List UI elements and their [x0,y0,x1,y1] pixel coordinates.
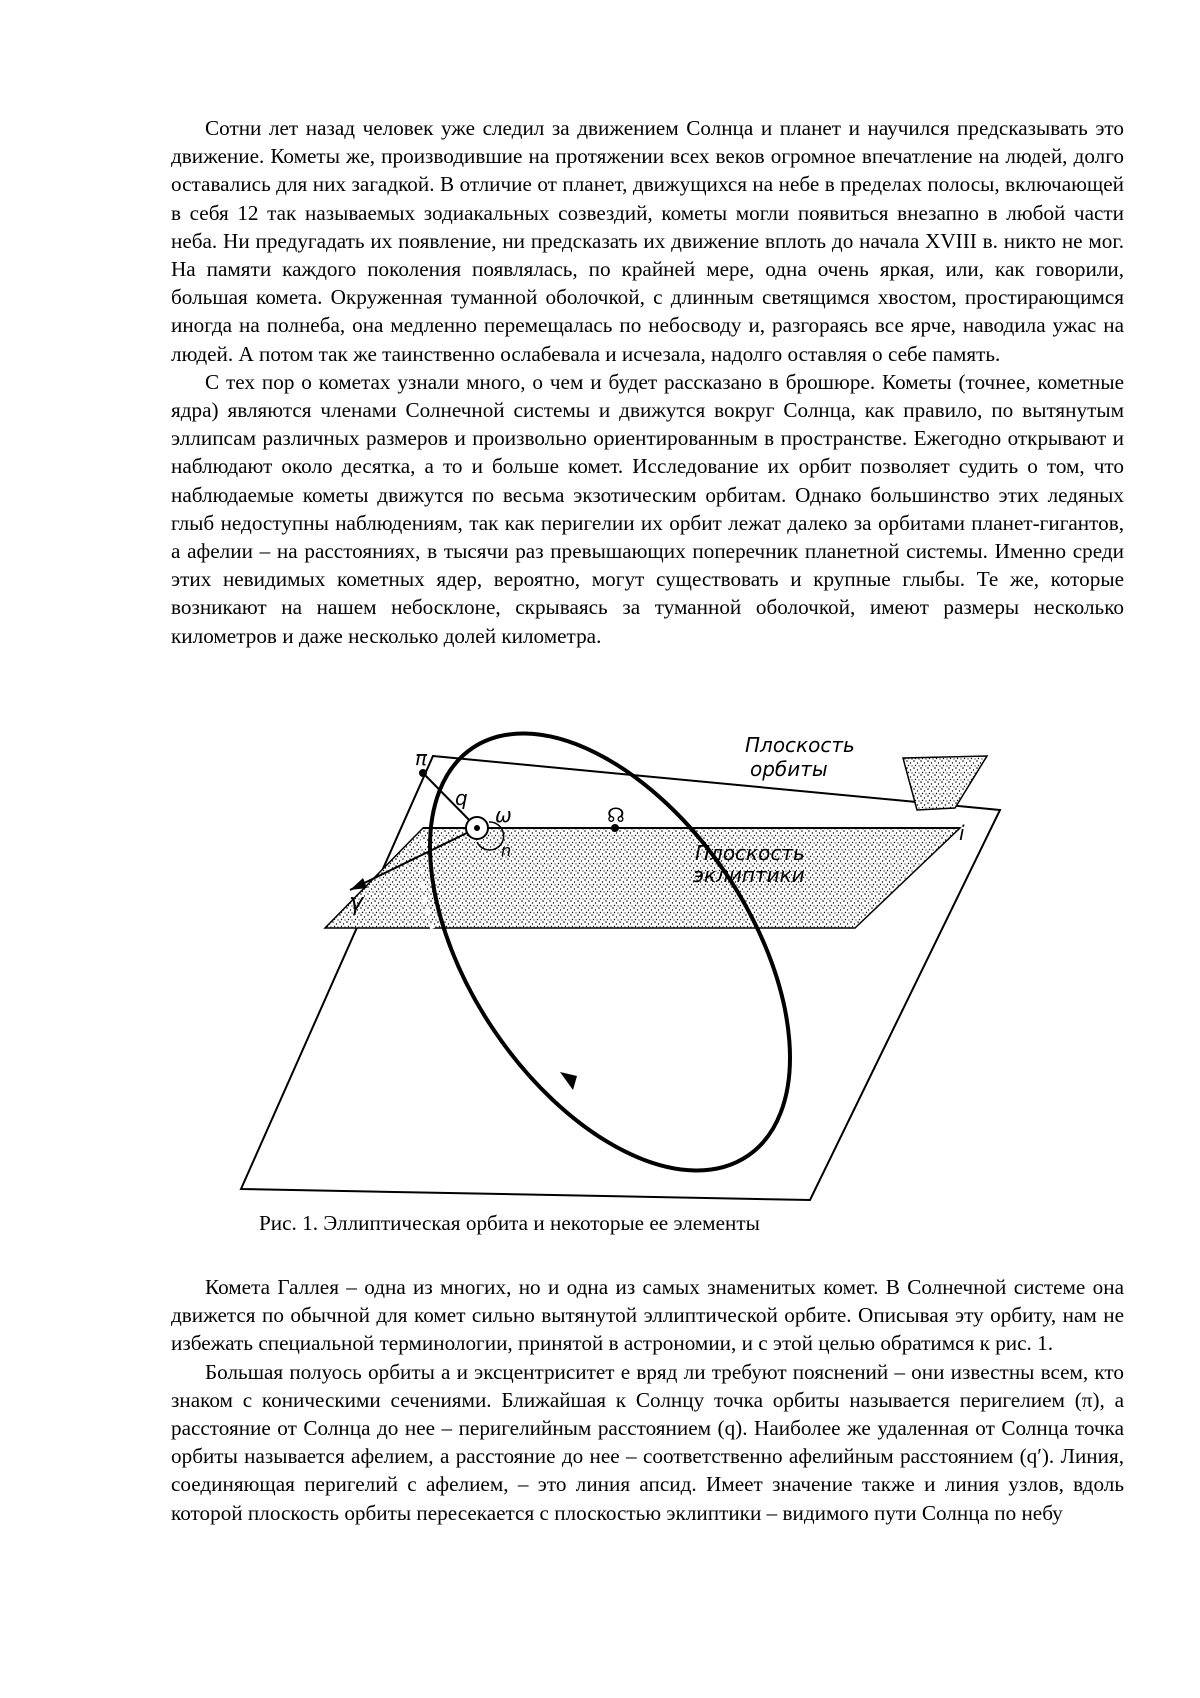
label-node: ☊ [607,803,625,827]
label-omega: ω [495,803,512,827]
paragraph: С тех пор о кометах узнали много, о чем и будет рассказано в брошюре. Кометы (точнее, кометные ядра) являются членами Солнечной системы и движутся вокруг Солнца, как правило, по вытянутым эллипсам различных размеров и произвольно ориентированным в пространстве. Ежегодно открывают и наблюдают около десятка, а то и больше комет. Исследование их орбит позволяет судить о том, что наблюдаемые кометы движутся по весьма экзотическим орбитам. Однако большинство этих ледяных глыб недоступны наблюдениям, так как перигелии их орбит лежат далеко за орбитами планет-гигантов, а афелии – на расстояниях, в тысячи раз превышающих поперечник планетной системы. Именно среди этих невидимых кометных ядер, вероятно, могут существовать и крупные глыбы. Те же, которые возникают на нашем небосклоне, скрываясь за туманной оболочкой, имеют размеры несколько километров и даже несколько долей километра. [171,369,1124,648]
label-q: q [455,786,468,810]
perihelion-point [419,769,427,777]
label-ecliptic-plane-2: эклиптики [693,863,805,887]
text-block-top [171,114,1124,650]
paragraph: Комета Галлея – одна из многих, но и одна из самых знаменитых комет. В Солнечной системе она движется по обычной для комет сильно вытянутой эллиптической орбите. Описывая эту орбиту, нам не избежать специальной терминологии, принятой в астрономии, и с этой целью обратимся к рис. 1. [171,1275,1124,1356]
ecliptic-plane-edge [903,756,987,810]
figure-caption: Рис. 1. Эллиптическая орбита и некоторые ее элементы [259,1211,760,1235]
text-block-bottom [171,1273,1124,1527]
label-orbit-plane-2: орбиты [750,757,828,781]
label-i: i [959,821,965,845]
orbit-figure [255,733,1035,1210]
label-vernal-equinox: γ [349,888,364,916]
label-orbit-plane: Плоскость [745,733,855,757]
paragraph: Большая полуось орбиты a и эксцентриситет e вряд ли требуют пояснений – они известны всем, кто знаком с коническими сечениями. Ближайшая к Солнцу точка орбиты называется перигелием (π), а расстояние от Солнца до нее – перигелийным расстоянием (q). Наиболее же удаленная от Солнца точка орбиты называется афелием, а расстояние до нее – соответственно афелийным расстоянием (q′). Линия, соединяющая перигелий с афелием, – это линия апсид. Имеет значение также и линия узлов, вдоль которой плоскость орбиты пересекается с плоскостью эклиптики – видимого пути Солнца по небу [171,1359,1125,1525]
sun-center [474,825,480,831]
label-ecliptic-plane: Плоскость [695,841,805,865]
paragraph: Сотни лет назад человек уже следил за движением Солнца и планет и научился предсказывать это движение. Кометы же, производившие на протяжении всех веков огромное впечатление на людей, долго оставались для них загадкой. В отличие от планет, движущихся на небе в пределах полосы, включающей в себя 12 так называемых зодиакальных созвездий, кометы могли появиться внезапно в любой части неба. Ни предугадать их появление, ни предсказать их движение вплоть до начала XVIII в. никто не мог. На памяти каждого поколения появлялась, по крайней мере, одна очень яркая, или, как говорили, большая комета. Окруженная туманной оболочкой, с длинным светящимся хвостом, простирающимся иногда на полнеба, она медленно перемещалась по небосводу и, разгораясь все ярче, наводила ужас на людей. А потом так же таинственно ослабевала и исчезала, надолго оставляя о себе память. [171,116,1124,366]
label-n: n [501,841,512,860]
label-perihelion: π [415,746,428,770]
